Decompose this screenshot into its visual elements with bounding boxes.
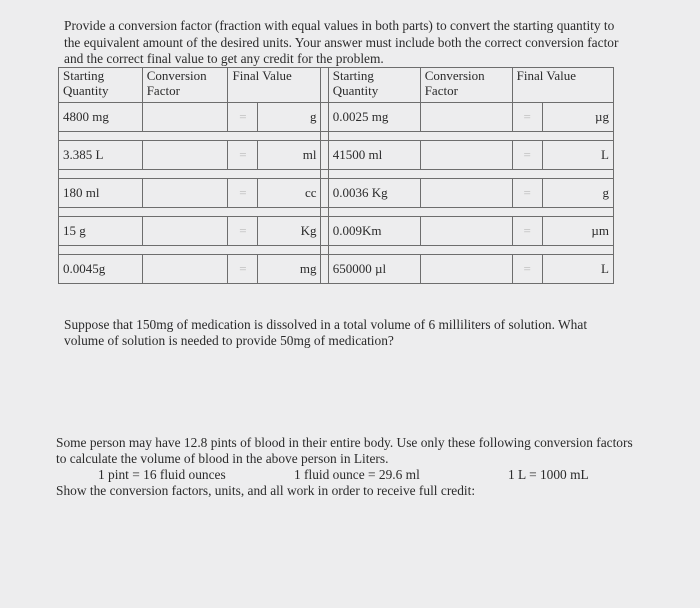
left-starting-quantity: 4800 mg [59,103,143,132]
left-final-unit[interactable]: ml [258,141,321,170]
row-gap [59,132,614,141]
left-final-unit[interactable]: mg [258,255,321,284]
left-equals: = [228,179,258,208]
header-final-value-right: Final Value [512,68,613,103]
row-gap [59,208,614,217]
right-final-unit[interactable]: L [542,141,613,170]
table-separator [321,217,328,246]
question-2-intro: Some person may have 12.8 pints of blood in their entire body. Use only these following conversion factors to calculate the volume of blood in the above person in Liters. [56,435,633,466]
table-separator [321,179,328,208]
right-equals: = [512,255,542,284]
right-conversion-factor-cell[interactable] [420,217,512,246]
table-separator [321,141,328,170]
right-starting-quantity: 0.009Km [328,217,420,246]
table-separator [321,255,328,284]
table-row [59,103,614,132]
left-starting-quantity: 3.385 L [59,141,143,170]
right-final-unit[interactable]: g [542,179,613,208]
right-equals: = [512,103,542,132]
header-conversion-factor-right: Conversion Factor [420,68,512,103]
left-equals: = [228,217,258,246]
left-equals: = [228,103,258,132]
left-starting-quantity: 15 g [59,217,143,246]
left-equals: = [228,141,258,170]
fact-liter: 1 L = 1000 mL [508,467,589,482]
table-row [59,217,614,246]
left-starting-quantity: 180 ml [59,179,143,208]
header-starting-quantity-right: Starting Quantity [328,68,420,103]
instructions-text: Provide a conversion factor (fraction with equal values in both parts) to convert the starting quantity to the equivalent amount of the desired units. Your answer must include both the correct conversion factor and the correct final value to get any credit for the problem. [64,18,619,66]
left-equals: = [228,255,258,284]
left-conversion-factor-cell[interactable] [142,255,228,284]
left-conversion-factor-cell[interactable] [142,103,228,132]
table-separator [321,103,328,132]
table-separator [321,68,328,103]
conversion-table [58,67,614,284]
table-header-row [59,68,614,103]
question-2 [56,435,646,499]
left-conversion-factor-cell[interactable] [142,179,228,208]
left-final-unit[interactable]: g [258,103,321,132]
left-final-unit[interactable]: cc [258,179,321,208]
conversion-facts [56,467,646,483]
left-conversion-factor-cell[interactable] [142,217,228,246]
row-gap [59,170,614,179]
fact-fluid-ounce: 1 fluid ounce = 29.6 ml [294,467,420,482]
right-equals: = [512,217,542,246]
right-starting-quantity: 0.0025 mg [328,103,420,132]
question-1-text: Suppose that 150mg of medication is dissolved in a total volume of 6 milliliters of solution. What volume of solution is needed to provide 50mg of medication? [64,317,588,348]
question-2-closing: Show the conversion factors, units, and all work in order to receive full credit: [56,483,476,498]
table-row [59,255,614,284]
header-starting-quantity-left: Starting Quantity [59,68,143,103]
right-final-unit[interactable]: µg [542,103,613,132]
table-row [59,179,614,208]
row-gap [59,246,614,255]
right-final-unit[interactable]: µm [542,217,613,246]
left-conversion-factor-cell[interactable] [142,141,228,170]
right-conversion-factor-cell[interactable] [420,179,512,208]
table-row [59,141,614,170]
right-starting-quantity: 0.0036 Kg [328,179,420,208]
right-equals: = [512,179,542,208]
left-final-unit[interactable]: Kg [258,217,321,246]
header-final-value-left: Final Value [228,68,321,103]
right-final-unit[interactable]: L [542,255,613,284]
right-conversion-factor-cell[interactable] [420,103,512,132]
right-conversion-factor-cell[interactable] [420,255,512,284]
right-starting-quantity: 650000 µl [328,255,420,284]
right-equals: = [512,141,542,170]
left-starting-quantity: 0.0045g [59,255,143,284]
right-starting-quantity: 41500 ml [328,141,420,170]
header-conversion-factor-left: Conversion Factor [142,68,228,103]
fact-pint: 1 pint = 16 fluid ounces [98,467,226,482]
right-conversion-factor-cell[interactable] [420,141,512,170]
